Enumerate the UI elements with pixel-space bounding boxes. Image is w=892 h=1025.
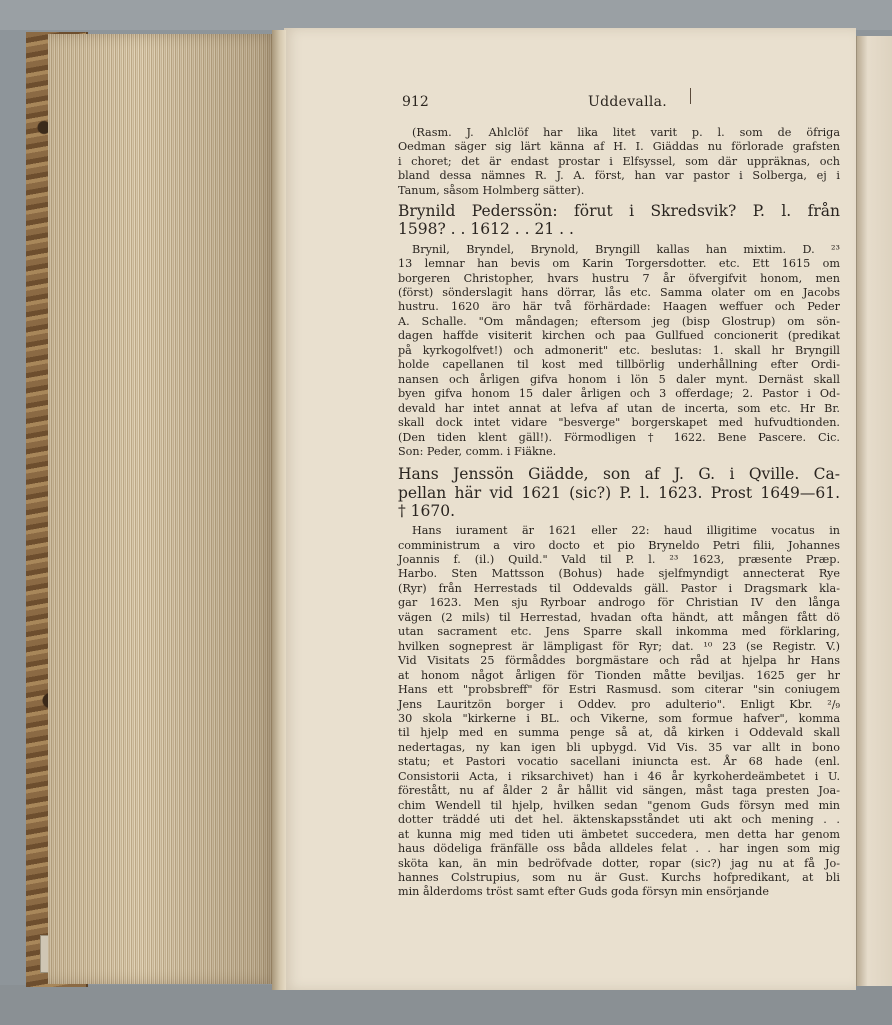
- text-line: utan sacrament etc. Jens Sparre skall inkomma med förklaring,: [398, 625, 840, 639]
- text-line: Harbo. Sten Mattsson (Bohus) hade sjelfmyndigt annecterat Rye: [398, 567, 840, 581]
- text-line: chim Wendell til hjelp, hvilken sedan "genom Guds försyn med min: [398, 798, 840, 812]
- text-line: på kyrkogolfvet!) och admonerit" etc. beslutas: 1. skall hr Bryngill: [398, 343, 840, 357]
- text-line: (Den tiden klent gäll!). Förmodligen † 1622. Bene Pascere. Cic.: [398, 430, 840, 444]
- text-line: devald har intet annat at lefva af utan de incerta, som etc. Hr Br.: [398, 401, 840, 415]
- text-line: hannes Colstrupius, som nu är Gust. Kurchs hofpredikant, at bli: [398, 870, 840, 884]
- next-page-edge: [856, 36, 892, 986]
- text-line: nedertagas, ny kan igen bli upbygd. Vid Vis. 35 var allt in bono: [398, 740, 840, 754]
- heading-hans-jenssoen-giaedde: [398, 465, 840, 520]
- text-line: Oedman säger sig lärt känna af H. I. Giäddas nu förlorade grafsten: [398, 140, 840, 154]
- text-line: at honom något årligen för Tionden måtte beviljas. 1625 ger hr: [398, 668, 840, 682]
- text-line: (först) sönderslagit hans dörrar, lås etc. Samma olater om en Jacobs: [398, 286, 840, 300]
- book-gutter: [272, 30, 286, 990]
- text-line: skall dock intet vidare "besverge" borgerskapet med hufvudtionden.: [398, 416, 840, 430]
- background-surface-bottom: [0, 985, 892, 1025]
- text-line: Brynild Pederssön: förut i Skredsvik? P. l. från: [398, 202, 840, 221]
- text-line: 30 skola "kirkerne i BL. och Vikerne, som formue hafver", komma: [398, 711, 840, 725]
- paragraph-rasm-ahlcloef: [398, 126, 840, 198]
- text-line: dagen haffde visiterit kirchen och paa Gullfued concionerit (predikat: [398, 329, 840, 343]
- text-line: Son: Peder, comm. i Fiäkne.: [398, 445, 557, 459]
- text-line: hvilken sogneprest är lämpligast för Ryr; dat. ¹⁰ 23 (se Registr. V.): [398, 639, 840, 653]
- text-line: 13 lemnar han bevis om Karin Torgersdotter. etc. Ett 1615 om: [398, 257, 840, 271]
- text-line: statu; et Pastori vocatio sacellani iniuncta est. År 68 hade (enl.: [398, 755, 840, 769]
- text-line: at kunna mig med tiden uti ämbetet succedera, men detta har genom: [398, 827, 840, 841]
- running-head: [402, 94, 842, 114]
- text-line: min ålderdoms tröst samt efter Guds goda försyn min ensörjande: [398, 885, 770, 899]
- left-page-stack-shading: [48, 34, 278, 984]
- text-line: vägen (2 mils) til Herrestad, hvadan ofta händt, att mången fått dö: [398, 610, 840, 624]
- text-line: 1598? . . 1612 . . 21 . .: [398, 220, 574, 239]
- text-line: (Ryr) från Herrestads til Oddevalds gäll. Pastor i Dragsmark kla-: [398, 581, 840, 595]
- text-line: i choret; det är endast prostar i Elfsyssel, som där uppräknas, och: [398, 154, 840, 168]
- paragraph-hans-jenssoen: [398, 524, 840, 900]
- page-number: 912: [402, 94, 429, 110]
- text-line: (Rasm. J. Ahlclöf har lika litet varit p. l. som de öfriga: [412, 126, 840, 139]
- text-line: holde capellanen til kost med tillbörlig underhållning efter Ordi-: [398, 358, 840, 372]
- text-line: Brynil, Bryndel, Brynold, Bryngill kallas han mixtim. D. ²³: [412, 242, 840, 256]
- text-line: A. Schalle. "Om måndagen; eftersom jeg (bisp Glostrup) om sön-: [398, 314, 840, 328]
- page-title: Uddevalla.: [588, 94, 668, 110]
- text-line: hustru. 1620 äro här två förhärdade: Haagen weffuer och Peder: [398, 300, 840, 314]
- text-line: pellan här vid 1621 (sic?) P. l. 1623. Prost 1649—61.: [398, 483, 840, 502]
- text-line: Hans ett "probsbreff" för Estri Rasmusd. som citerar "sin coniugem: [398, 683, 840, 697]
- text-line: † 1670.: [398, 501, 456, 520]
- text-line: gar 1623. Men sju Ryrboar androgo för Christian IV den långa: [398, 596, 840, 610]
- text-line: comministrum a viro docto et pio Bryneldo Petri filii, Johannes: [398, 538, 840, 552]
- text-line: Hans Jenssön Giädde, son af J. G. i Qville. Ca-: [398, 465, 840, 484]
- background-surface: [0, 0, 892, 30]
- text-line: Joannis f. (il.) Quild." Vald til P. l. ²³ 1623, præsente Præp.: [398, 552, 840, 566]
- page-text: [398, 126, 840, 900]
- text-line: til hjelp med en summa penge så at, då kirken i Oddevald skall: [398, 726, 840, 740]
- text-line: nansen och årligen gifva honom i lön 5 daler mynt. Dernäst skall: [398, 372, 840, 386]
- text-line: förestått, nu af ålder 2 år hållit vid sängen, måst taga presten Joa-: [398, 784, 840, 798]
- heading-brynild-pederssoen: [398, 202, 840, 238]
- text-line: Tanum, såsom Holmberg sätter).: [398, 183, 585, 197]
- text-line: bland dessa nämnes R. J. A. först, han var pastor i Solberga, ej i: [398, 169, 840, 183]
- text-line: Consistorii Acta, i riksarchivet) han i 46 år kyrkoherdeämbetet i U.: [398, 769, 840, 783]
- text-line: haus dödeliga fränfälle oss båda alldeles felat . . har ingen som mig: [398, 842, 840, 856]
- text-line: borgeren Christopher, hvars hustru 7 år öfvergifvit honom, men: [398, 271, 840, 285]
- text-line: Hans iurament är 1621 eller 22: haud illigitime vocatus in: [412, 524, 840, 538]
- text-line: byen gifva honom 15 daler årligen och 3 offerdage; 2. Pastor i Od-: [398, 387, 840, 401]
- text-line: dotter träddé uti det hel. äktenskapsståndet uti akt och mening . .: [398, 813, 840, 827]
- text-line: Vid Visitats 25 förmåddes borgmästare och råd at hjelpa hr Hans: [398, 654, 840, 668]
- paragraph-brynild: [398, 243, 840, 460]
- text-line: Jens Lauritzön borger i Oddev. pro adulterio". Enligt Kbr. ²/₉: [398, 697, 840, 711]
- text-line: sköta kan, än min bedröfvade dotter, ropar (sic?) jag nu at få Jo-: [398, 856, 840, 870]
